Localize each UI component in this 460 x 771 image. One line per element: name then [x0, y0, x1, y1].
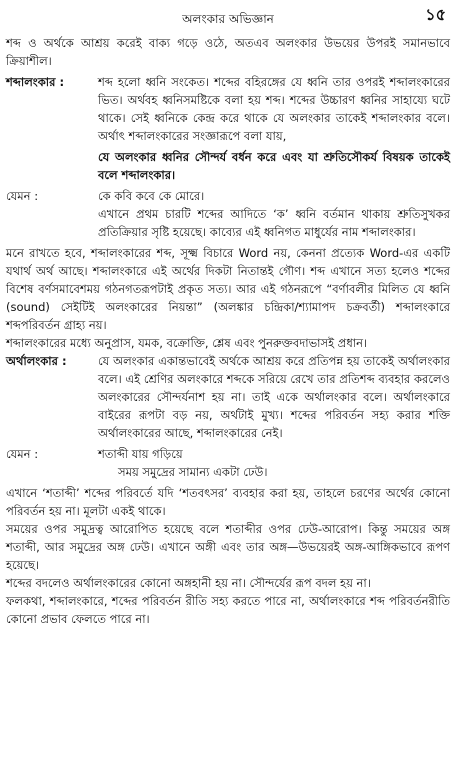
example-1-line: কে কবি কবে কে মোরে। [98, 189, 205, 203]
example-1 [6, 187, 450, 205]
example-1-explanation: এখানে প্রথম চারটি শব্দের আদিতে ‘ক’ ধ্বনি বর্তমান থাকায় শ্রুতিসুখকর প্রতিক্রিয়ার সৃষ্টি হয়েছে। কাব্যের এই ধ্বনিগত মাধুর্যের নাম শব্দালংকার। [98, 207, 450, 239]
arthalankar-body: যে অলংকার একান্তভাবেই অর্থকে আশ্রয় করে প্রতিপন্ন হয় তাকেই অর্থালংকার বলে। এই শ্রেণির অলংকারে শব্দকে সরিয়ে রেখে তার প্রতিশব্দ ব্যবহার করলেও অলংকারের সৌন্দর্যনাশ হয় না। তাই একে অর্থালংকার বলে। অর্থালংকারে বাইরের রূপটা বড় নয়, অর্থটাই মুখ্য। শব্দের পরিবর্তন সহ্য করার শক্তি অর্থালংকারের আছে, শব্দালংকারের নেই। [98, 354, 450, 440]
page-number: ১৫ [425, 5, 446, 24]
word-paragraph: মনে রাখতে হবে, শব্দালংকারের শব্দ, সূক্ষ্ম বিচারে Word নয়, কেননা প্রত্যেক Word-এর একটি যথার্থ অর্থ আছে। শব্দালংকারে এই অর্থের দিকটা নিতান্তই গৌণ। শব্দ এখানে সত্য হলেও শব্দের বিশেষ বর্ণসমাবেশময় গঠনগতরূপটাই প্রকৃত সত্য। আর এই গঠনরূপে “বর্ণাবলীর মিলিত যে ধ্বনি (sound) সেইটিই অলংকারের নিয়ন্তা” (অলঙ্কার চন্দ্রিকা/শ্যামাপদ চক্রবর্তী) শব্দালংকারে শব্দপরিবর্তন গ্রাহ্য নয়। [6, 246, 450, 332]
closing-paragraph: ফলকথা, শব্দালংকারে, শব্দের পরিবর্তন রীতি সহ্য করতে পারে না, অর্থালংকারে শব্দ পরিবর্তনরীতি কোনো প্রভাব ফেলতে পারে না। [6, 594, 450, 626]
running-title: অলংকার অভিজ্ঞান [182, 12, 274, 26]
time-paragraph: সময়ের ওপর সমুদ্রত্ব আরোপিত হয়েছে বলে শতাব্দীর ওপর ঢেউ-আরোপ। কিন্তু সময়ের অঙ্গ শতাব্দী, আর সমুদ্রের অঙ্গ ঢেউ। এখানে অঙ্গী এবং তার অঙ্গ—উভয়েরই অঙ্গ-আঙ্গিকভাবে রূপণ হয়েছে। [6, 522, 450, 572]
change-paragraph: শব্দের বদলেও অর্থালংকারের কোনো অঙ্গহানী হয় না। সৌন্দর্যের রূপ বদল হয় না। [6, 576, 371, 590]
page-header [6, 6, 450, 34]
replace-paragraph: এখানে ‘শতাব্দী’ শব্দের পরিবর্তে যদি ‘শতবৎসর’ ব্যবহার করা হয়, তাহলে চরণের অর্থের কোনো পরিবর্তন হয় না। মূলটা একই থাকে। [6, 486, 450, 518]
sabdalankar-section [6, 73, 450, 145]
example-1-label: যেমন : [6, 189, 39, 203]
sabdalankar-label: শব্দালংকার : [6, 75, 65, 89]
example-2-label: যেমন : [6, 447, 39, 461]
arthalankar-label: অর্থালংকার : [6, 354, 67, 368]
example-2 [6, 445, 450, 463]
example-2-line-1: শতাব্দী যায় গড়িয়ে [98, 447, 183, 461]
arthalankar-section [6, 352, 450, 442]
sabdalankar-body: শব্দ হলো ধ্বনি সংকেত। শব্দের বহিরঙ্গের যে ধ্বনি তার ওপরই শব্দালংকারের ভিত। অর্থবহ ধ্বনিসমষ্টিকে বলা হয় শব্দ। শব্দের উচ্চারণ ধ্বনির সাহায্যে ঘটে থাকে। সেই ধ্বনিকে কেন্দ্র করে থাকে যে অলংকার তাকেই শব্দালংকার বলে। অর্থাৎ শব্দালংকারের সংজ্ঞারূপে বলা যায়, [98, 75, 450, 143]
definition: যে অলংকার ধ্বনির সৌন্দর্য বর্ধন করে এবং যা শ্রুতিসৌকর্য বিষয়ক তাকেই বলে শব্দালংকার। [98, 150, 450, 182]
example-2-line-2: সময় সমুদ্রের সামান্য একটা ঢেউ। [118, 465, 268, 479]
types-paragraph: শব্দালংকারের মধ্যে অনুপ্রাস, যমক, বক্রোক্তি, শ্লেষ এবং পুনরুক্তবদাভাসই প্রধান। [6, 336, 368, 350]
intro-paragraph: শব্দ ও অর্থকে আশ্রয় করেই বাক্য গড়ে ওঠে, অতএব অলংকার উভয়ের উপরই সমানভাবে ক্রিয়াশীল। [6, 36, 450, 68]
